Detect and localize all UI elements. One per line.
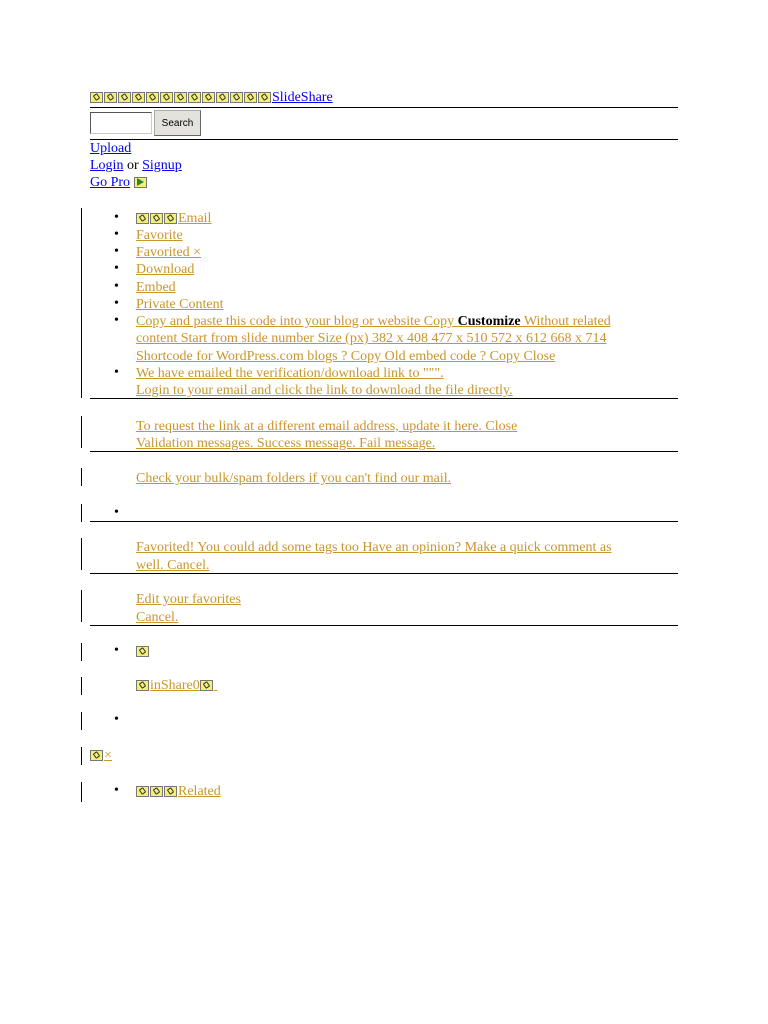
linkedin-icon: [136, 680, 149, 691]
private-content-link[interactable]: Private Content: [136, 297, 224, 312]
bullet: •: [114, 227, 119, 242]
divider: [90, 398, 678, 399]
go-pro-link[interactable]: Go Pro: [90, 175, 131, 190]
bullet: •: [114, 505, 119, 520]
embed-size-options[interactable]: content Start from slide number Size (px) 382 x 408 477 x 510 572 x 612 668 x 714: [136, 331, 607, 346]
bullet: •: [114, 244, 119, 259]
search-button[interactable]: Search: [154, 110, 201, 136]
vertical-rule: [81, 590, 82, 622]
logo-tile-icon: [216, 92, 229, 103]
email-sent-instructions[interactable]: Login to your email and click the link to download the file directly.: [136, 383, 513, 398]
bullet: •: [114, 313, 119, 328]
linkedin-share[interactable]: [136, 677, 217, 694]
bullet: •: [114, 643, 119, 658]
divider: [90, 451, 678, 452]
divider: [90, 107, 678, 108]
share-icon[interactable]: [136, 646, 149, 657]
logo-tile-icon: [244, 92, 257, 103]
divider: [90, 521, 678, 522]
logo-tile-icon: [174, 92, 187, 103]
close-icon: [90, 750, 103, 761]
request-link-message[interactable]: To request the link at a different email address, update it here. Close: [136, 419, 518, 434]
login-link[interactable]: Login: [90, 158, 124, 173]
vertical-rule: [81, 712, 82, 730]
embed-shortcode-options[interactable]: Shortcode for WordPress.com blogs ? Copy Old embed code ? Copy Close: [136, 349, 556, 364]
bullet: •: [114, 783, 119, 798]
logo-tile-icon: [104, 92, 117, 103]
edit-favorites-link[interactable]: Edit your favorites: [136, 592, 241, 607]
email-icon: [150, 213, 163, 224]
close-x: ×: [104, 748, 112, 763]
logo-tile-icon: [146, 92, 159, 103]
bullet: •: [114, 712, 119, 727]
vertical-rule: [81, 504, 82, 522]
validation-messages[interactable]: Validation messages. Success message. Fail message.: [136, 436, 436, 451]
embed-text: Copy and paste this code into your blog or website Copy: [136, 314, 458, 329]
logo-tile-icon: [230, 92, 243, 103]
vertical-rule: [81, 677, 82, 695]
divider: [90, 625, 678, 626]
download-link[interactable]: Download: [136, 262, 195, 277]
search-input[interactable]: [90, 112, 152, 134]
cancel-link[interactable]: Cancel.: [136, 610, 179, 625]
spam-folder-message[interactable]: Check your bulk/spam folders if you can't find our mail.: [136, 471, 452, 486]
vertical-rule: [81, 643, 82, 661]
email-link[interactable]: Email: [178, 211, 212, 226]
favorited-cancel[interactable]: well. Cancel.: [136, 558, 210, 573]
go-pro-arrow-icon[interactable]: [134, 177, 147, 188]
logo-icons: [90, 90, 272, 105]
bullet: •: [114, 279, 119, 294]
embed-text: Without related: [520, 314, 611, 329]
related-item[interactable]: [136, 783, 221, 800]
embed-link[interactable]: Embed: [136, 280, 176, 295]
logo-tile-icon: [132, 92, 145, 103]
vertical-rule: [81, 782, 82, 802]
bullet: •: [114, 296, 119, 311]
logo-tile-icon: [258, 92, 271, 103]
nav-links: [90, 140, 182, 191]
email-sent-message[interactable]: We have emailed the verification/download link to """.: [136, 366, 444, 381]
inshare-count: inShare0: [150, 678, 200, 693]
email-item[interactable]: [136, 210, 211, 227]
divider: [90, 573, 678, 574]
favorited-link[interactable]: Favorited ×: [136, 245, 202, 260]
logo-tile-icon: [90, 92, 103, 103]
favorited-message[interactable]: Favorited! You could add some tags too Have an opinion? Make a quick comment as: [136, 540, 612, 555]
vertical-rule: [81, 468, 82, 486]
or-text: or: [126, 158, 139, 173]
logo-tile-icon: [160, 92, 173, 103]
related-icon: [150, 786, 163, 797]
bullet: •: [114, 261, 119, 276]
logo-bar[interactable]: [90, 90, 333, 106]
embed-code-text[interactable]: [136, 313, 611, 330]
favorite-link[interactable]: Favorite: [136, 228, 183, 243]
share-item[interactable]: [136, 643, 150, 660]
bullet: •: [114, 210, 119, 225]
email-icon: [164, 213, 177, 224]
brand-link[interactable]: SlideShare: [272, 90, 333, 105]
close-button[interactable]: [90, 747, 112, 764]
upload-link[interactable]: Upload: [90, 141, 132, 156]
vertical-rule: [81, 208, 82, 398]
related-link[interactable]: Related: [178, 784, 221, 799]
vertical-rule: [81, 538, 82, 570]
vertical-rule: [81, 416, 82, 448]
logo-tile-icon: [118, 92, 131, 103]
email-icon: [136, 213, 149, 224]
signup-link[interactable]: Signup: [142, 158, 182, 173]
related-icon: [136, 786, 149, 797]
logo-tile-icon: [202, 92, 215, 103]
related-icon: [164, 786, 177, 797]
share-icon: [200, 680, 213, 691]
bullet: •: [114, 365, 119, 380]
vertical-rule: [81, 747, 82, 765]
customize-label: Customize: [457, 314, 521, 329]
logo-tile-icon: [188, 92, 201, 103]
